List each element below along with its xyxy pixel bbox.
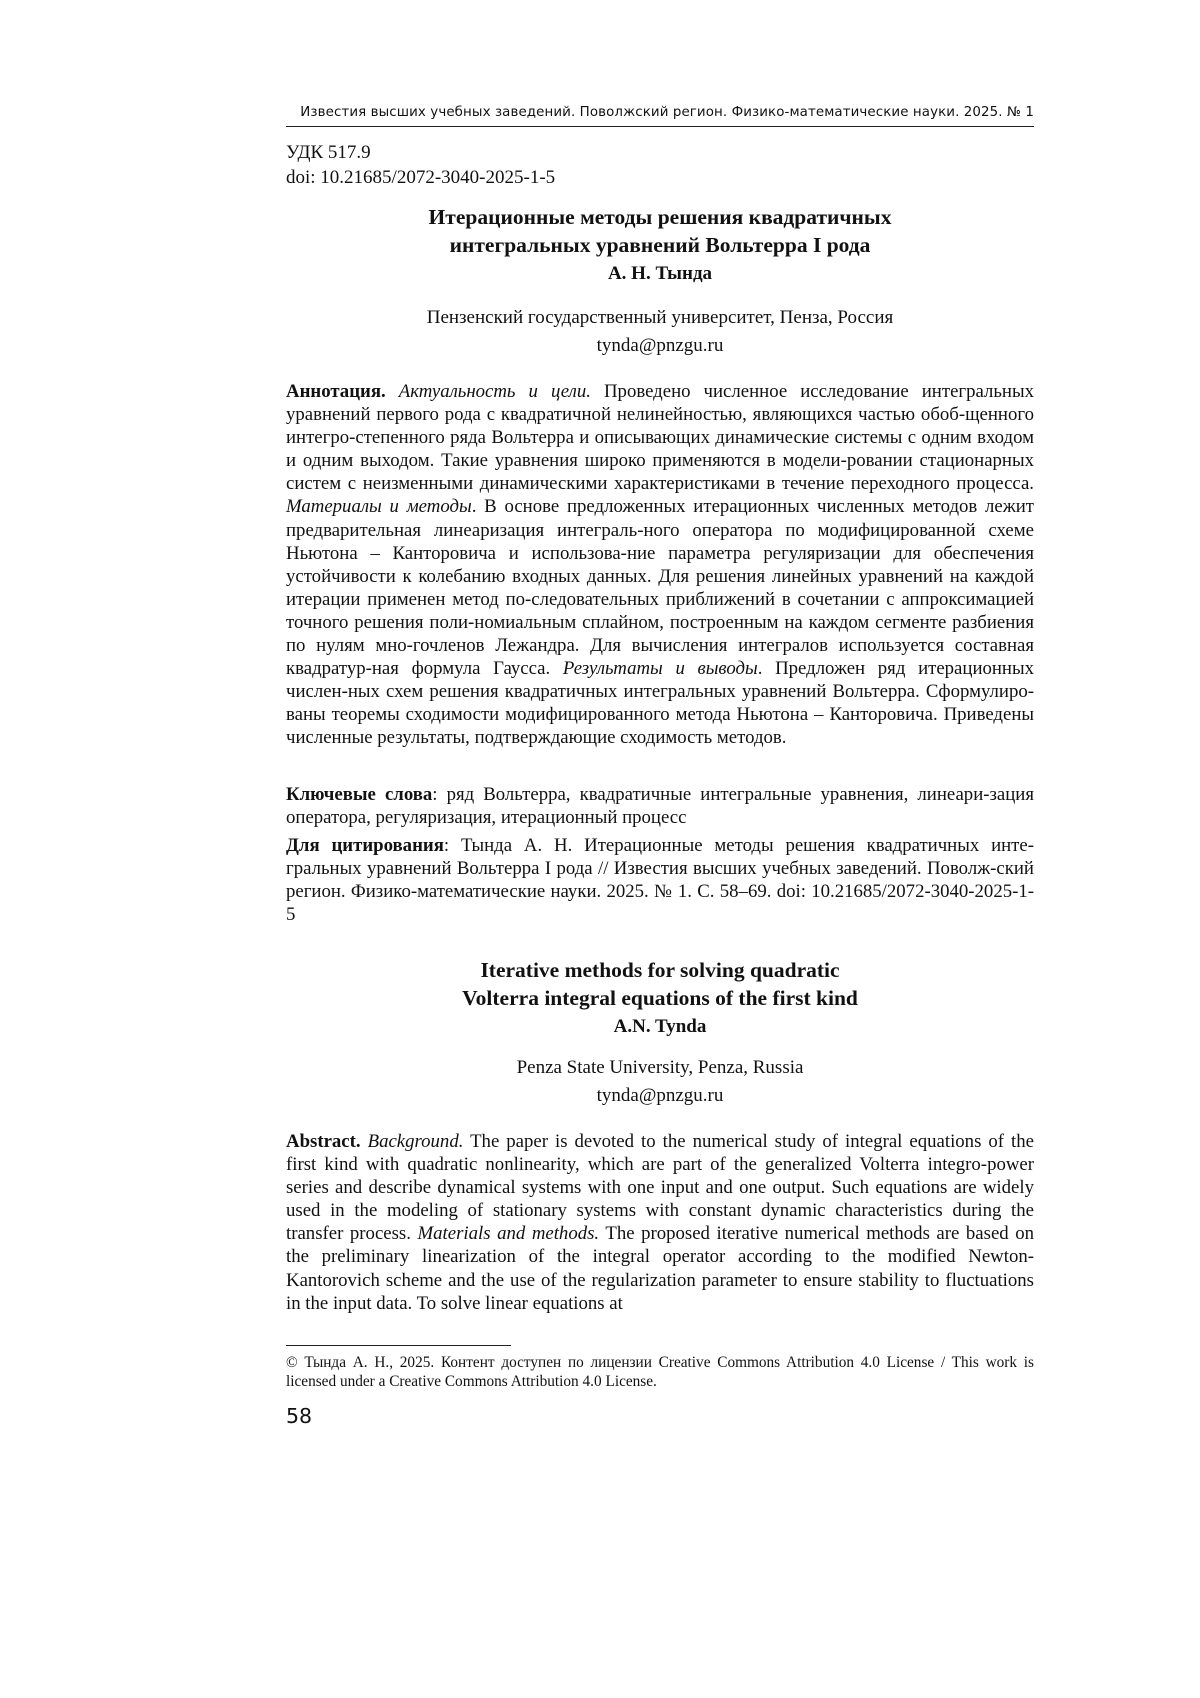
ru-author: А. Н. Тында	[607, 263, 713, 284]
en-abstract-background-text: The paper is devoted to the numerical study of integral equations of the first kind with quadratic nonlinearity, which are part of the generalized Volterra integro-power series and describe dynamical systems with one input and one output. Such equations are widely used in the modeling of stationary systems with constant dynamic characteristics during the transfer process.	[286, 1131, 1034, 1245]
ru-article-title	[286, 203, 1034, 259]
ru-abstract-results-text: . Предложен ряд итерационных числен-ных схем решения квадратичных интегральных уравнений Вольтерра. Сформулиро-ваны теоремы сходимости модифицированного метода Ньютона – Канторовича. Приведены численные результаты, подтверждающие сходимость методов.	[286, 658, 1034, 749]
ru-citation-label: Для цитирования	[286, 835, 444, 856]
en-title-line-1: Iterative methods for solving quadratic	[480, 958, 840, 982]
en-abstract-label: Abstract.	[286, 1131, 361, 1152]
ru-citation	[286, 834, 1034, 926]
ru-title-line-1: Итерационные методы решения квадратичных	[428, 205, 892, 229]
en-abstract-methods-text: The proposed iterative numerical methods are based on the preliminary linearization of the integral operator according to the modified Newton-Kantorovich scheme and the use of the regularization parameter to ensure stability to fluctuations in the input data. To solve linear equations at	[286, 1223, 1035, 1314]
en-author: A.N. Tynda	[613, 1016, 707, 1037]
ru-abstract-methods-label: Материалы и методы	[286, 496, 472, 518]
license-footnote: © Тында А. Н., 2025. Контент доступен по лицензии Creative Commons Attribution 4.0 License / This work is licensed under a Creative Commons Attribution 4.0 License.	[286, 1354, 1034, 1391]
running-header: Известия высших учебных заведений. Поволжский регион. Физико-математические науки. 2025. № 1	[300, 105, 1034, 120]
doi: doi: 10.21685/2072-3040-2025-1-5	[286, 167, 556, 188]
ru-keywords	[286, 783, 1034, 829]
en-affiliation: Penza State University, Penza, Russia	[516, 1057, 804, 1078]
ru-keywords-label: Ключевые слова	[286, 784, 433, 805]
ru-abstract-aim-text: Проведено численное исследование интегральных уравнений первого рода с квадратичной нелинейностью, являющихся частью обоб-щенного интегро-степенного ряда Вольтерра и описывающих динамические системы с одним входом и одним выходом. Такие уравнения широко применяются в модели-ровании стационарных систем с неизменными динамическими характеристиками в течение переходного процесса.	[286, 381, 1034, 495]
ru-abstract-label: Аннотация.	[286, 381, 386, 402]
header-rule	[286, 126, 1034, 127]
en-email[interactable]: tynda@pnzgu.ru	[596, 1085, 724, 1106]
ru-keywords-text: : ряд Вольтерра, квадратичные интегральные уравнения, линеари-зация оператора, регуляризация, итерационный процесс	[286, 784, 1034, 829]
en-abstract-background-label: Background.	[367, 1131, 464, 1152]
en-abstract	[286, 1130, 1034, 1315]
ru-citation-text: : Тында А. Н. Итерационные методы решения квадратичных инте-гральных уравнений Вольтерра I рода // Известия высших учебных заведений. Поволж-ский регион. Физико-математические науки. 2025. № 1. С. 58–69. doi: 10.21685/2072-3040-2025-1-5	[286, 835, 1034, 926]
ru-abstract-results-label: Результаты и выводы	[562, 658, 758, 680]
ru-abstract	[286, 380, 1034, 750]
footnote-rule	[286, 1345, 511, 1346]
ru-abstract-methods-text: . В основе предложенных итерационных численных методов лежит предварительная линеаризация интеграль-ного оператора по модифицированной схеме Ньютона – Канторовича и использова-ние параметра регуляризации для обеспечения устойчивости к колебанию входных данных. Для решения линейных уравнений на каждой итерации применен метод по-следовательных приближений в сочетании с аппроксимацией точного решения поли-номиальным сплайном, построенным на каждом сегменте разбиения по нулям мно-гочленов Лежандра. Для вычисления интегралов используется составная квадратур-ная формула Гаусса.	[286, 496, 1035, 680]
ru-affiliation: Пензенский государственный университет, Пенза, Россия	[426, 307, 894, 328]
en-title-line-2: Volterra integral equations of the first kind	[462, 986, 858, 1010]
ru-email[interactable]: tynda@pnzgu.ru	[596, 335, 724, 356]
udk-code: УДК 517.9	[286, 142, 371, 163]
ru-abstract-aim-label: Актуальность и цели.	[398, 381, 591, 402]
en-abstract-methods-label: Materials and methods.	[417, 1223, 600, 1245]
ru-title-line-2: интегральных уравнений Вольтерра I рода	[449, 233, 871, 257]
page-number: 58	[286, 1404, 313, 1428]
en-article-title	[286, 956, 1034, 1012]
